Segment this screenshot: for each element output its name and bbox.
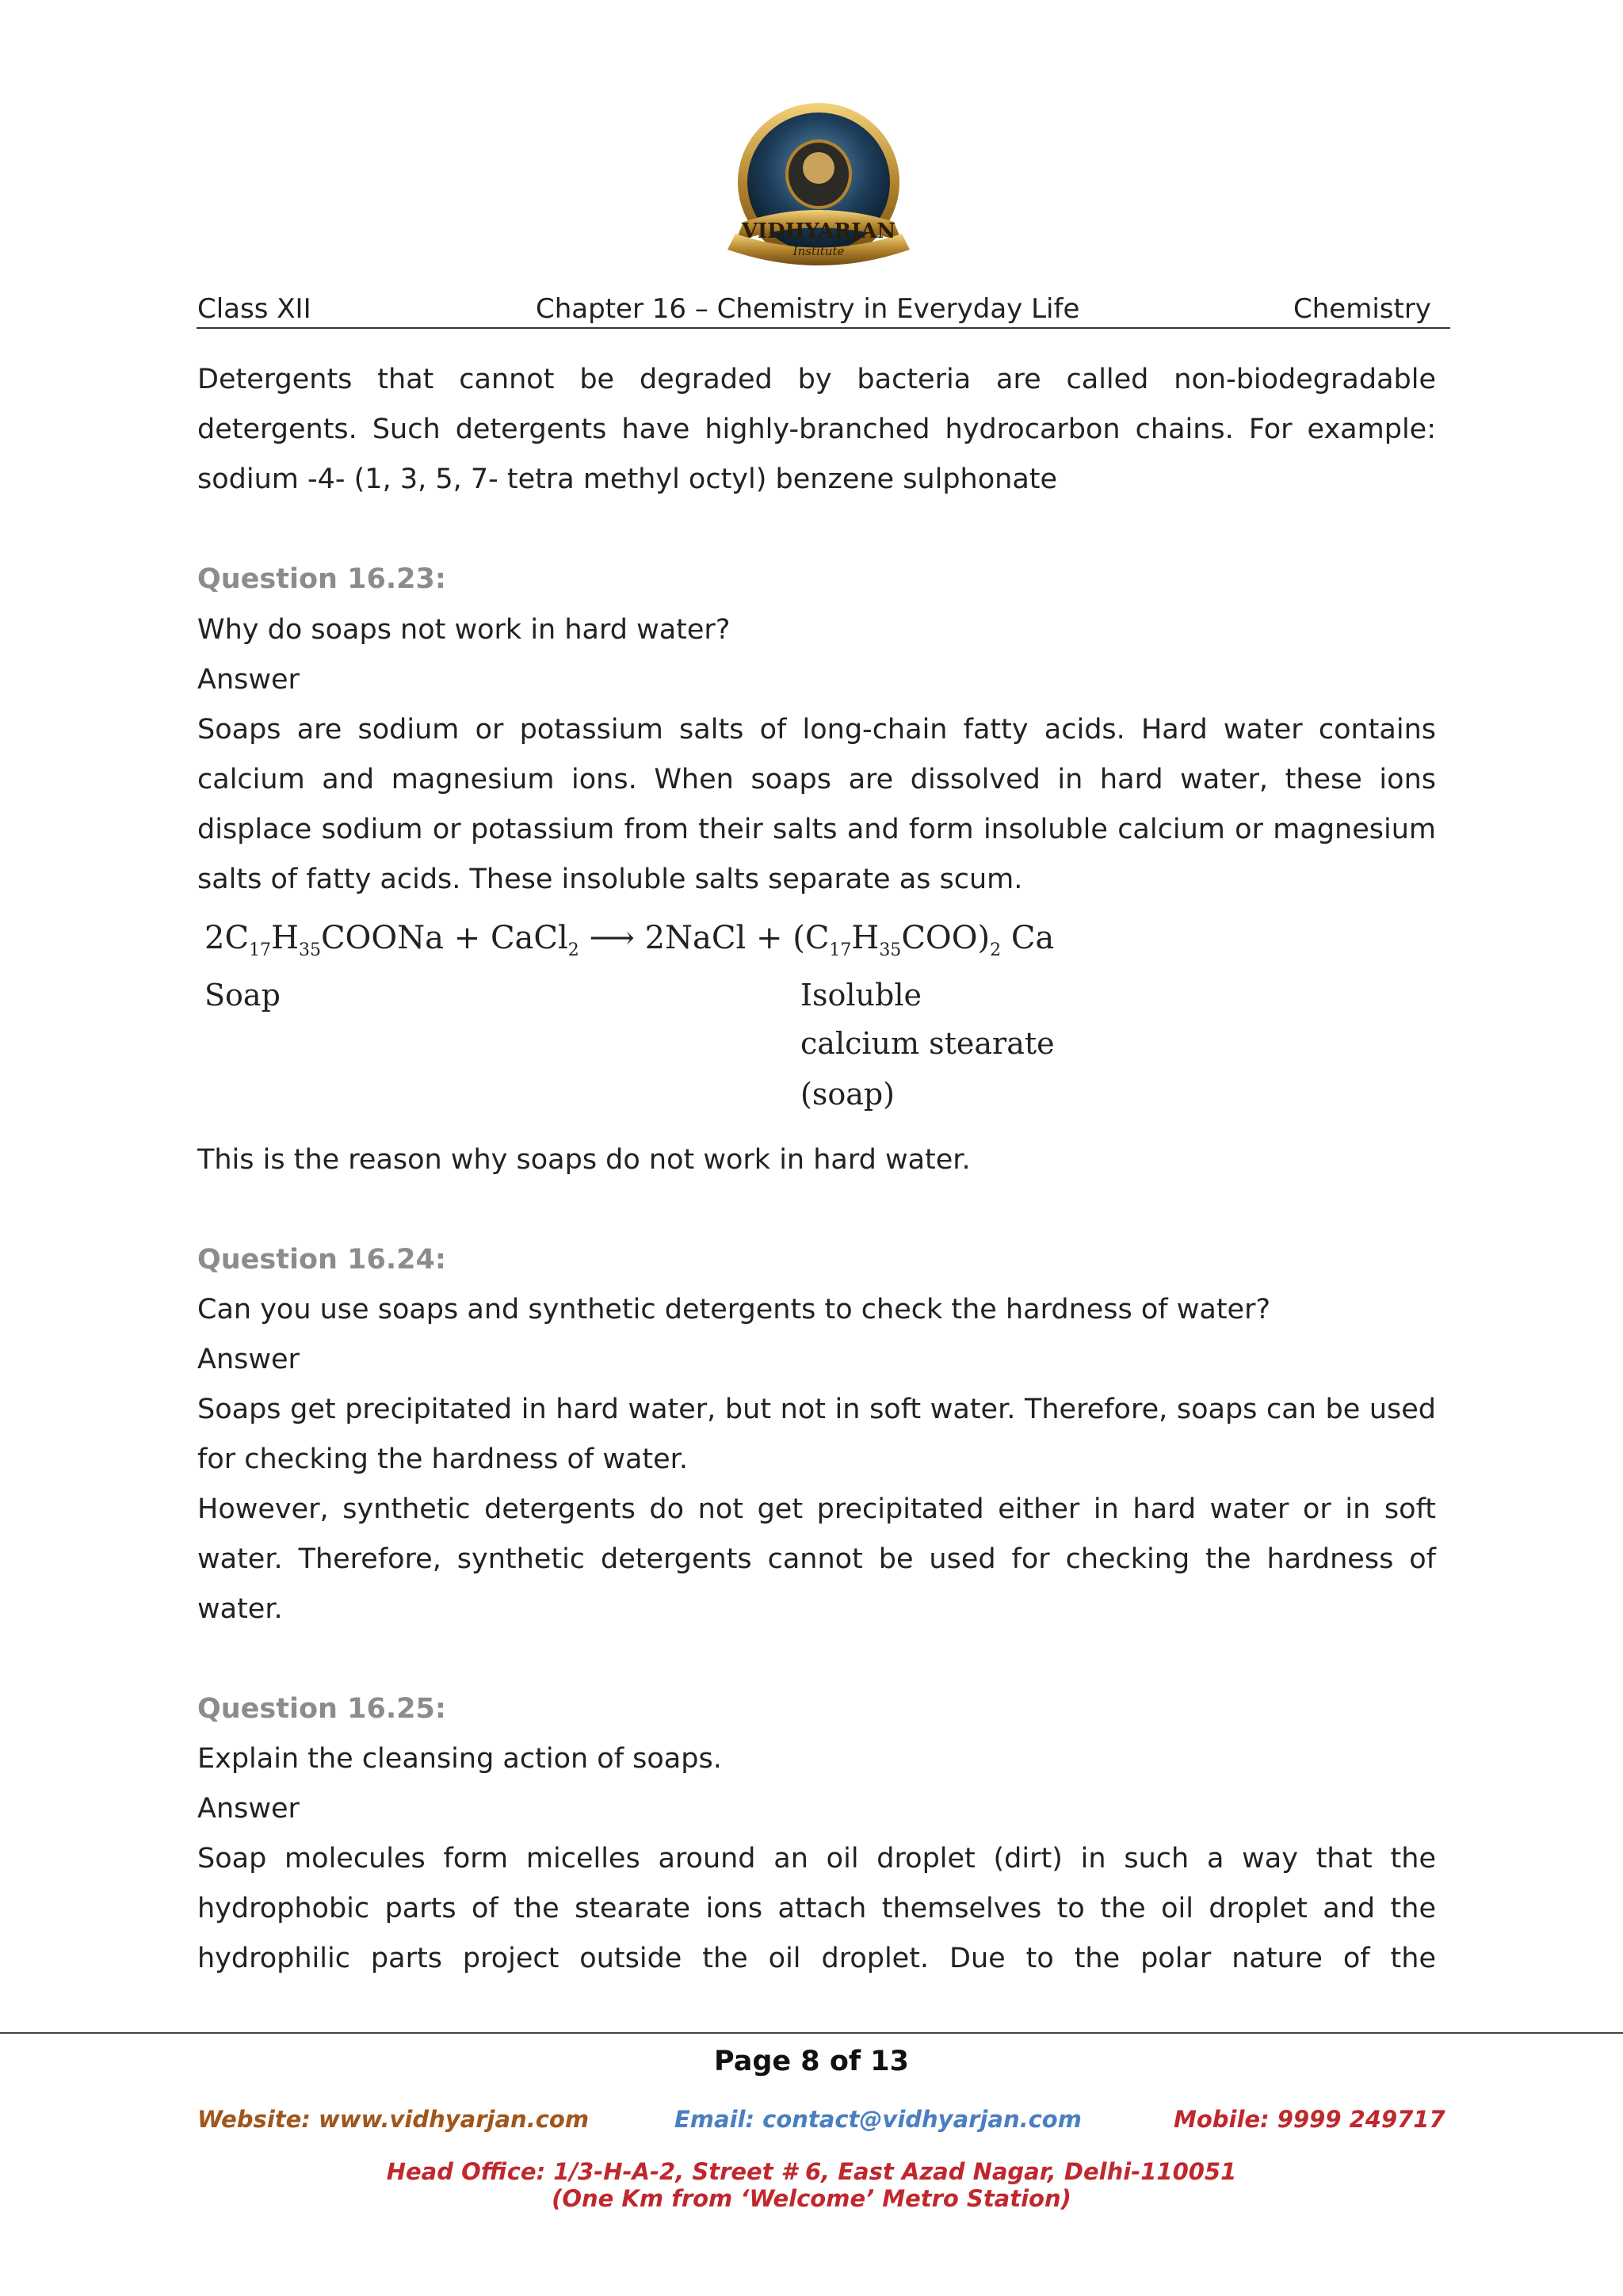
answer-16-25-label: Answer (197, 1793, 300, 1825)
header-rule (197, 327, 1450, 329)
soap-equation: $2C_{17}H_{35}COONa$ + CaCl$_2$ ⟶ 2NaCl + $(C_{17}H_{35}COO)_2$ Ca (204, 920, 1055, 960)
logo-name-text: VIDHYARJAN (741, 219, 896, 243)
equation-product-label-3: (soap) (800, 1077, 896, 1112)
answer-16-25-text: Soap molecules form micelles around an oil droplet (dirt) in such a way that the hydrophobic parts of the stearate ions attach themselves to the oil droplet and the hydrophilic parts project outside the oil droplet. Due to the polar nature of the (197, 1843, 1436, 1974)
equation-product-label-2: calcium stearate (800, 1026, 1055, 1061)
equation-soap-label: Soap (204, 978, 281, 1013)
header-chapter: Chapter 16 – Chemistry in Everyday Life (536, 293, 1080, 325)
footer-mobile: Mobile: 9999 249717 (1174, 2106, 1445, 2133)
logo-sub-text: Institute (792, 244, 845, 258)
answer-16-24-p2: However, synthetic detergents do not get precipitated either in hard water or in soft water. Therefore, synthetic detergents cannot be used for checking the hardness of water. (197, 1493, 1436, 1625)
header-subject: Chemistry (1293, 293, 1431, 325)
page-number: Page 8 of 13 (713, 2046, 909, 2077)
question-16-24-text: Can you use soaps and synthetic detergents to check the hardness of water? (197, 1294, 1271, 1325)
question-16-23-text: Why do soaps not work in hard water? (197, 614, 731, 646)
answer-16-24-p1: Soaps get precipitated in hard water, but not in soft water. Therefore, soaps can be used for checking the hardness of water. (197, 1394, 1436, 1475)
equation-product-label-1: Isoluble (800, 978, 922, 1013)
question-16-24-label: Question 16.24: (197, 1244, 446, 1276)
question-16-25-text: Explain the cleansing action of soaps. (197, 1743, 722, 1775)
vidhyarjan-logo (712, 103, 926, 293)
footer-website[interactable]: Website: www.vidhyarjan.com (197, 2106, 590, 2133)
question-16-23-label: Question 16.23: (197, 563, 446, 595)
footer-email[interactable]: Email: contact@vidhyarjan.com (674, 2106, 1082, 2133)
question-16-25-label: Question 16.25: (197, 1693, 446, 1725)
answer-16-23-text: Soaps are sodium or potassium salts of long-chain fatty acids. Hard water contains calcium and magnesium ions. When soaps are dissolved in hard water, these ions displace sodium or potassium from their salts and form insoluble calcium or magnesium salts of fatty acids. These insoluble salts separate as scum. (197, 714, 1436, 895)
footer-office: Head Office: 1/3-H-A-2, Street # 6, East Azad Nagar, Delhi-110051 (386, 2158, 1237, 2185)
intro-paragraph: Detergents that cannot be degraded by bacteria are called non-biodegradable detergents. Such detergents have highly-branched hydrocarbon chains. For example: sodium -4- (1, 3, 5, 7- tetra methyl octyl) benzene sulphonate (197, 364, 1436, 495)
header-class: Class XII (197, 293, 311, 325)
answer-16-23-conclusion: This is the reason why soaps do not work in hard water. (197, 1144, 971, 1176)
footer-office-note: (One Km from ‘Welcome’ Metro Station) (552, 2185, 1071, 2212)
footer-rule (0, 2032, 1623, 2034)
answer-16-23-label: Answer (197, 664, 300, 696)
answer-16-24-label: Answer (197, 1344, 300, 1375)
